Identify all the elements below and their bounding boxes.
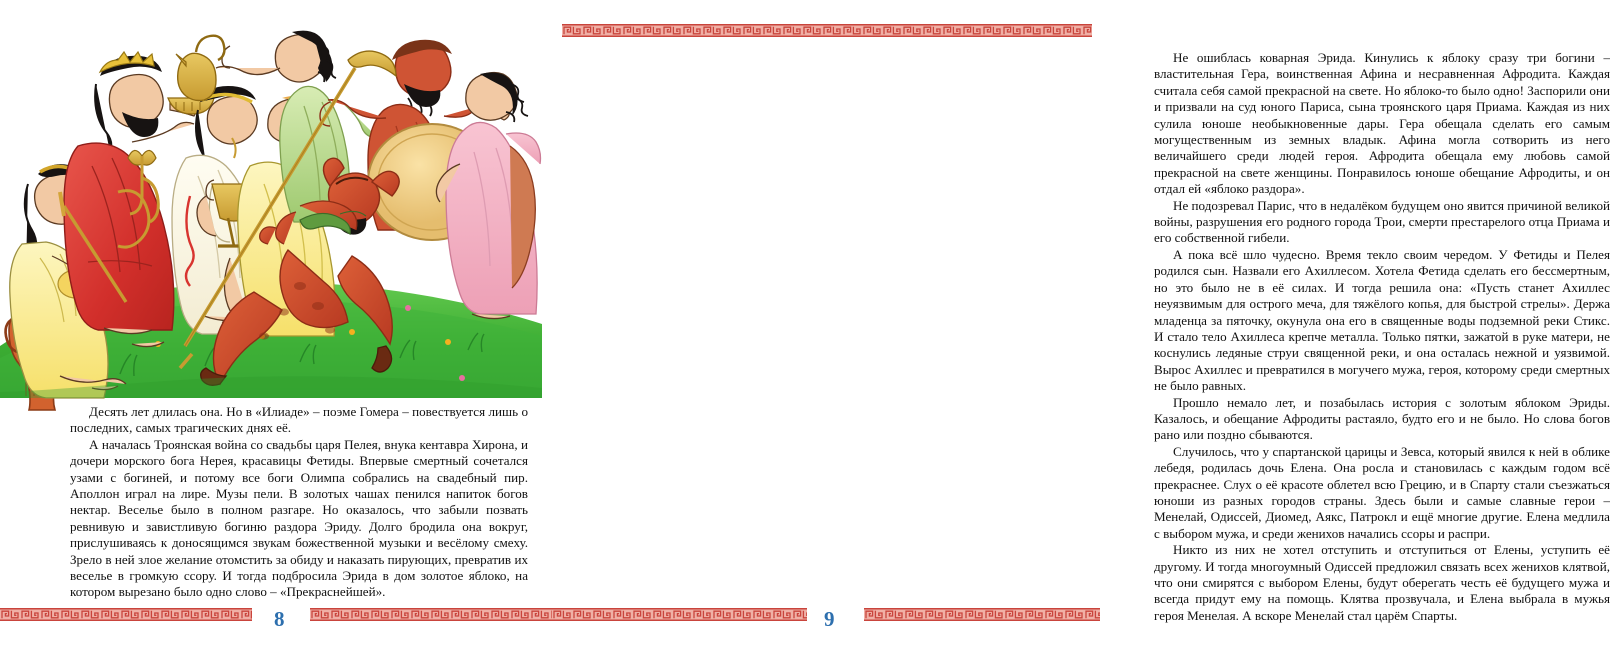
meander-border-bottom-left-a (0, 608, 252, 621)
page-number-left: 8 (274, 607, 285, 631)
paragraph: Случилось, что у спартанской царицы и Зевса, который явился к ней в облике лебедя, родилась дочь Елена. Она росла и становилась с каждым годом всё прекраснее. Слух о её красоте облетел всю Грецию, и в Спарту стали съезжаться юноши из разных городов страны. Здесь были и самые славные герои – Менелай, Одиссей, Диомед, Аякс, Патрокл и ещё многие другие. Елена медлила с выбором мужа, и среди женихов начались ссоры и распри. (1154, 443, 1610, 541)
paragraph: Никто из них не хотел отступить и отступиться от Елены, уступить её другому. И тогда многоумный Одиссей предложил связать всех женихов клятвой, что они смирятся с выбором Елены, будут оберегать честь её будущего мужа и всегда придут ему на помощь. Клятва прозвучала, и Елена выбрала в мужья героя Менелая. А вскоре Менелай стал царём Спарты. (1154, 542, 1610, 623)
meander-border-bottom-right-a (552, 608, 807, 621)
paragraph: Не подозревал Парис, что в недалёком будущем оно явится причиной великой войны, разрушения его родного города Трои, смерти престарелого отца Приама и его собственной гибели. (1154, 197, 1610, 246)
meander-border-bottom-left-b (310, 608, 552, 621)
meander-border-bottom-right-b (864, 608, 1100, 621)
right-page-text (1154, 50, 1610, 624)
paragraph: Не ошиблась коварная Эрида. Кинулись к яблоку сразу три богини – властительная Гера, воинственная Афина и несравненная Афродита. Каждая считала себя самой прекрасной на свете. Но яблоко-то было одно! Заспорили они и призвали на суд юного Париса, сына троянского царя Приама. Каждая из них сулила юноше необыкновенные дары. Гера обещала сделать его самым могущественным из земных владык. Афина могла сотворить из него величайшего среди людей героя. Афродита обещала ему любовь самой прекрасной на свете женщины. Понравилось юноше обещание Афродиты, и он отдал ей «яблоко раздора». (1154, 50, 1610, 197)
paragraph: Десять лет длилась она. Но в «Илиаде» – поэме Гомера – повествуется лишь о последних, самых трагических днях её. (70, 404, 528, 436)
paragraph: Прошло немало лет, и позабылась история с золотым яблоком Эриды. Казалось, и обещание Афродиты растаяло, будто его и не было. Но слова богов рано или поздно сбываются. (1154, 394, 1610, 443)
paragraph: А началась Троянская война со свадьбы царя Пелея, внука кентавра Хирона, и дочери морского бога Нерея, красавицы Фетиды. Впервые смертный сочетался узами с богиней, и потому все боги Олимпа собрались на свадебный пир. Аполлон играл на лире. Музы пели. В золотых чашах пенился напиток богов нектар. Веселье было в полном разгаре. Но оказалось, что забыли позвать ревнивую и завистливую богиню раздора Эриду. Долго бродила она вокруг, прислушиваясь к доносящимся звукам божественной музыки и весёлому смеху. Зрело в ней злое желание отомстить за обиду и наказать пирующих, превратив их веселье в громкую ссору. И тогда подбросила Эрида в дом золотое яблоко, на котором вырезано было одно слово – «Прекраснейшей». (70, 436, 528, 600)
right-page (552, 0, 1610, 663)
meander-border-top-right (562, 24, 1092, 37)
figure-goddess-pink (436, 73, 540, 319)
left-page (0, 0, 552, 663)
page-number-right: 9 (824, 607, 835, 631)
left-page-text (70, 404, 528, 601)
paragraph: А пока всё шло чудесно. Время текло своим чередом. У Фетиды и Пелея родился сын. Назвали его Ахиллесом. Хотела Фетида сделать его бессмертным, но это было не в её силах. И тогда решила она: «Пусть станет Ахиллес неуязвимым для острого меча, для тяжёлого копья, для быстрой стрелы». Держа младенца за пяточку, окунула она его в священные воды подземной реки Стикс. И стало тело Ахиллеса крепче металла. Только пятки, зажатой в руке матери, не коснулись ледяные струи священной реки, и она осталась нежной и уязвимой. Вырос Ахиллес и превратился в могучего мужа, героя, которому среди смертных не было равных. (1154, 246, 1610, 394)
illustration-wedding-feast (0, 6, 542, 398)
